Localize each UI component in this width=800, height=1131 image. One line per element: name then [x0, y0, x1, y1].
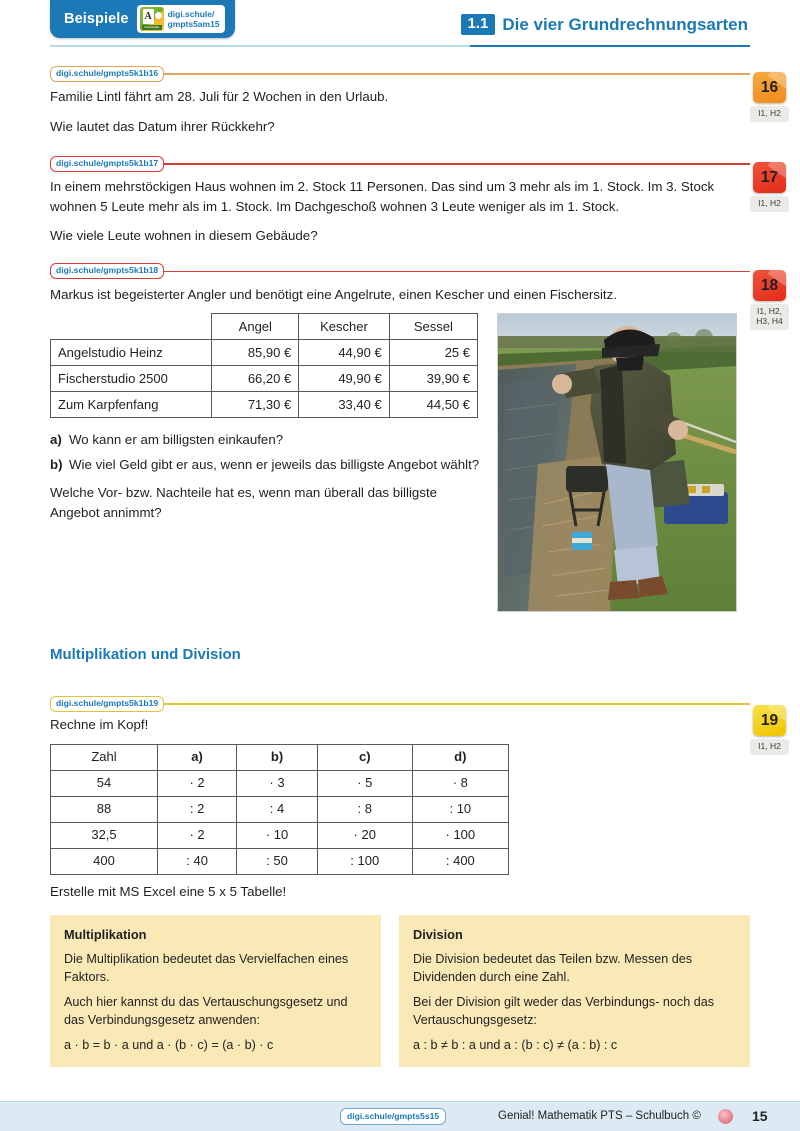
mental-math-r3-c2: : 50: [237, 848, 318, 874]
exercise-18: [50, 264, 783, 641]
mental-math-r1-c1: : 2: [158, 796, 237, 822]
footer-credit: Genial! Mathematik PTS – Schulbuch ©: [498, 1110, 701, 1122]
app-icon-dot: [155, 12, 162, 19]
mental-math-r2-c0: 32,5: [51, 822, 158, 848]
mental-math-r1-c2: : 4: [237, 796, 318, 822]
exercise-17-number: 17: [753, 162, 786, 193]
mental-math-r2-c1: · 2: [158, 822, 237, 848]
publisher-logo-icon: [718, 1109, 733, 1124]
info-box-multiplikation-title: Multiplikation: [64, 927, 147, 942]
footer-top-rule: [0, 1101, 800, 1102]
mental-math-col-a: a): [158, 744, 237, 770]
price-row-1-angel: 66,20 €: [212, 366, 299, 392]
price-row-1-name: Fischerstudio 2500: [51, 366, 212, 392]
mental-math-r3-c1: : 40: [158, 848, 237, 874]
mental-math-r0-c1: · 2: [158, 770, 237, 796]
info-box-division-title: Division: [413, 927, 463, 942]
footer-link-tag[interactable]: digi.schule/gmpts5s15: [340, 1108, 446, 1125]
exercise-18-question-a: [50, 430, 490, 450]
mental-math-r0-c0: 54: [51, 770, 158, 796]
beispiele-tab[interactable]: [50, 0, 235, 38]
table-row: [51, 366, 478, 392]
info-box-division: [399, 915, 750, 1067]
digi-chip-line1: digi.schule/: [167, 9, 215, 19]
price-table-corner-cell: [51, 314, 212, 340]
mental-math-r0-c4: · 8: [412, 770, 508, 796]
exercise-18-text-a: Wo kann er am billigsten einkaufen?: [69, 432, 284, 447]
mental-math-r1-c4: : 10: [412, 796, 508, 822]
exercise-16-badge: [750, 72, 789, 122]
page-header: [0, 0, 800, 52]
exercise-18-codes: [750, 304, 789, 330]
price-row-0-kescher: 44,90 €: [299, 340, 389, 366]
exercise-16-codes: I1, H2: [750, 106, 789, 122]
exercise-16-line-2: Wie lautet das Datum ihrer Rückkehr?: [50, 118, 275, 134]
mental-math-header-row: [51, 744, 509, 770]
exercise-16: [50, 66, 781, 136]
exercise-16-link-tag[interactable]: digi.schule/gmpts5k1b16: [50, 66, 164, 82]
exercise-17-line-1: In einem mehrstöckigen Haus wohnen im 2. Stock 11 Personen. Das sind um 3 mehr als im 1. Stock. Im 3. Stock wohnen 5 Leute mehr als im 1. Stock. Im Dachgeschoß wohnen 3 Leute weniger als im 1. Stock.: [50, 179, 715, 214]
table-row: [51, 392, 478, 418]
exercise-18-label-a: a): [50, 432, 62, 447]
chapter-number-badge: 1.1: [461, 14, 496, 35]
price-row-0-name: Angelstudio Heinz: [51, 340, 212, 366]
info-box-division-p1: Die Division bedeutet das Teilen bzw. Messen des Dividenden durch eine Zahl.: [413, 951, 693, 984]
exercise-19-badge: [750, 705, 789, 755]
header-divider-dark: [470, 45, 750, 47]
mental-math-r0-c3: · 5: [317, 770, 412, 796]
exercise-18-codes-line2: H3, H4: [756, 316, 783, 326]
digi-chip-line2: gmpts5am15: [167, 19, 220, 29]
exercise-19-prompt: Rechne im Kopf!: [50, 717, 149, 732]
chapter-heading: [461, 14, 748, 35]
mental-math-r1-c0: 88: [51, 796, 158, 822]
price-table-col-angel: Angel: [212, 314, 299, 340]
exercise-18-tagrow: [50, 264, 750, 279]
info-box-multiplikation-p2: Auch hier kannst du das Vertauschungsgesetz und das Verbindungsgesetz anwenden:: [64, 994, 348, 1027]
exercise-17-codes: I1, H2: [750, 196, 789, 212]
page-footer: [0, 1101, 800, 1131]
app-icon-caption: Arbeitsblatt: [142, 25, 162, 30]
info-box-multiplikation: [50, 915, 381, 1067]
exercise-17-badge: [750, 162, 789, 212]
mental-math-r2-c2: · 10: [237, 822, 318, 848]
exercise-18-closing: Welche Vor- bzw. Nachteile hat es, wenn man überall das billigste Angebot annimmt?: [50, 485, 438, 520]
price-comparison-table: [50, 313, 478, 418]
page-content: [0, 52, 800, 1067]
exercise-17: [50, 156, 781, 246]
mental-math-r2-c4: · 100: [412, 822, 508, 848]
exercise-18-number: 18: [753, 270, 786, 301]
table-row: [51, 770, 509, 796]
exercise-18-badge: [750, 270, 789, 330]
angler-photo-illustration: [498, 314, 736, 611]
exercise-19-footnote: Erstelle mit MS Excel eine 5 x 5 Tabelle!: [50, 883, 287, 899]
mental-math-r0-c2: · 3: [237, 770, 318, 796]
page-number: 15: [752, 1108, 768, 1124]
price-row-1-kescher: 49,90 €: [299, 366, 389, 392]
exercise-16-tagrow: [50, 66, 750, 81]
exercise-19-tagrow: [50, 696, 750, 711]
mental-math-col-c: c): [317, 744, 412, 770]
exercise-16-line-1: Familie Lintl fährt am 28. Juli für 2 Wochen in den Urlaub.: [50, 89, 389, 104]
info-boxes-block: [50, 915, 750, 1067]
mental-math-table: [50, 744, 509, 875]
exercise-19-link-tag[interactable]: digi.schule/gmpts5k1b19: [50, 696, 164, 712]
exercise-18-intro: Markus ist begeisterter Angler und benötigt eine Angelrute, einen Kescher und einen Fischersitz.: [50, 286, 617, 302]
angler-photo: [497, 313, 737, 612]
info-boxes: [50, 915, 750, 1067]
mental-math-col-b: b): [237, 744, 318, 770]
info-box-division-formula: a : b ≠ b : a und a : (b : c) ≠ (a : b) : c: [413, 1037, 618, 1052]
table-row: [51, 848, 509, 874]
mental-math-col-d: d): [412, 744, 508, 770]
mental-math-r3-c0: 400: [51, 848, 158, 874]
beispiele-label: Beispiele: [64, 11, 129, 27]
mental-math-r1-c3: : 8: [317, 796, 412, 822]
table-row: [51, 796, 509, 822]
worksheet-app-icon: [140, 7, 164, 31]
exercise-18-question-b: [50, 455, 490, 475]
info-box-multiplikation-p1: Die Multiplikation bedeutet das Vervielfachen eines Faktors.: [64, 951, 349, 984]
exercise-19: [50, 696, 781, 901]
price-row-0-angel: 85,90 €: [212, 340, 299, 366]
info-box-multiplikation-formula: a · b = b · a und a · (b · c) = (a · b) · c: [64, 1037, 274, 1052]
price-table-header-row: [51, 314, 478, 340]
price-row-1-sessel: 39,90 €: [389, 366, 477, 392]
price-row-2-angel: 71,30 €: [212, 392, 299, 418]
price-table-col-kescher: Kescher: [299, 314, 389, 340]
price-row-2-kescher: 33,40 €: [299, 392, 389, 418]
price-row-2-name: Zum Karpfenfang: [51, 392, 212, 418]
exercise-17-line-2: Wie viele Leute wohnen in diesem Gebäude?: [50, 228, 318, 243]
price-row-0-sessel: 25 €: [389, 340, 477, 366]
price-row-2-sessel: 44,50 €: [389, 392, 477, 418]
mental-math-r2-c3: · 20: [317, 822, 412, 848]
section-heading: Multiplikation und Division: [50, 646, 241, 663]
digi-schule-chip[interactable]: [137, 5, 225, 33]
info-box-division-p2: Bei der Division gilt weder das Verbindungs- noch das Vertauschungsgesetz:: [413, 994, 715, 1027]
exercise-18-label-b: b): [50, 456, 63, 472]
exercise-18-link-tag[interactable]: digi.schule/gmpts5k1b18: [50, 263, 164, 279]
exercise-17-tagrow: [50, 156, 750, 171]
exercise-16-number: 16: [753, 72, 786, 103]
table-row: [51, 822, 509, 848]
digi-chip-text: [168, 9, 220, 29]
exercise-19-codes: I1, H2: [750, 739, 789, 755]
table-row: [51, 340, 478, 366]
price-table-col-sessel: Sessel: [389, 314, 477, 340]
mental-math-r3-c3: : 100: [317, 848, 412, 874]
mental-math-r3-c4: : 400: [412, 848, 508, 874]
exercise-19-number: 19: [753, 705, 786, 736]
exercise-17-link-tag[interactable]: digi.schule/gmpts5k1b17: [50, 156, 164, 172]
app-icon-letter: A: [144, 11, 152, 22]
exercise-18-codes-line1: I1, H2,: [756, 305, 783, 316]
exercise-18-text-b: Wie viel Geld gibt er aus, wenn er jeweils das billigste Angebot wählt?: [69, 456, 480, 472]
mental-math-col-zahl: Zahl: [51, 744, 158, 770]
chapter-title: Die vier Grundrechnungsarten: [502, 14, 748, 34]
section-heading-block: [50, 646, 750, 663]
